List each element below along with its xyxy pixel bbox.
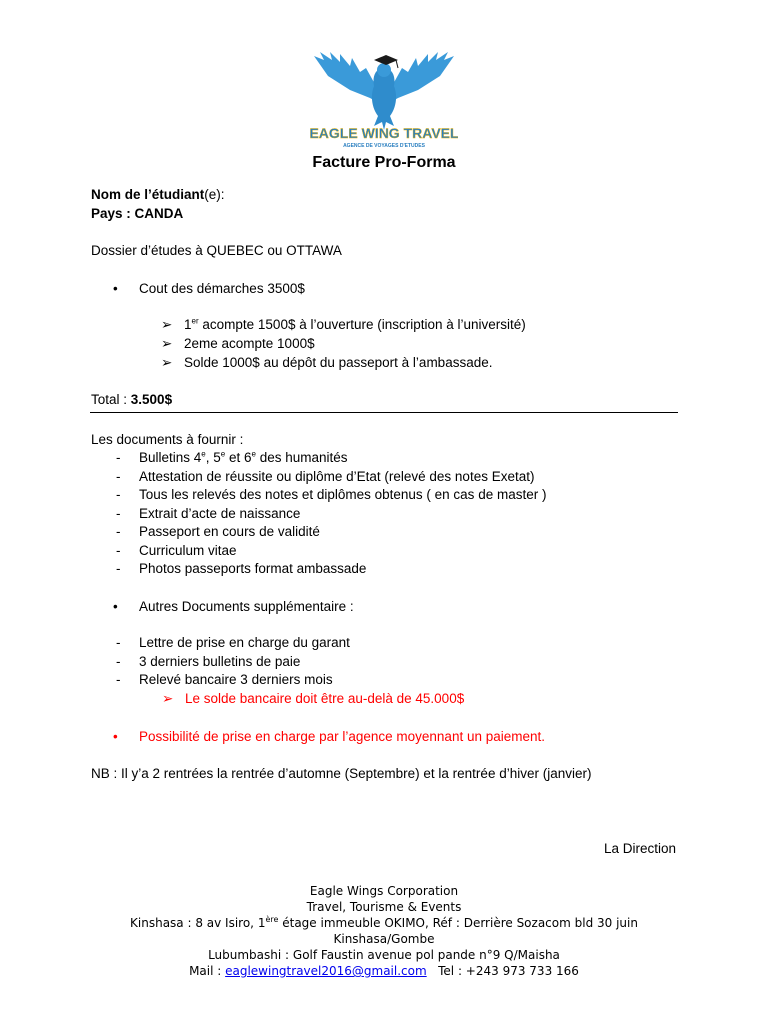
footer-kinshasa-gombe: Kinshasa/Gombe bbox=[333, 932, 435, 946]
email-link[interactable]: eaglewingtravel2016@gmail.com bbox=[225, 964, 427, 978]
footer bbox=[0, 883, 768, 979]
nb-note: NB : Il y’a 2 rentrées la rentrée d’automne (Septembre) et la rentrée d’hiver (janvier) bbox=[91, 766, 592, 781]
dash-icon: - bbox=[116, 635, 121, 650]
dash-icon: - bbox=[116, 561, 121, 576]
footer-company: Eagle Wings Corporation bbox=[309, 884, 459, 898]
dash-icon: - bbox=[116, 543, 121, 558]
arrow-icon: ➢ bbox=[161, 355, 173, 370]
document-item: Photos passeports format ambassade bbox=[139, 561, 367, 576]
possibility-note: Possibilité de prise en charge par l’agence moyennant un paiement. bbox=[139, 729, 546, 744]
cost-step-3: Solde 1000$ au dépôt du passeport à l’ambassade. bbox=[184, 355, 493, 370]
bulletins-b: , 5 bbox=[205, 450, 221, 465]
student-name-label bbox=[91, 187, 225, 202]
footer-mail-label: Mail : bbox=[189, 964, 226, 978]
document-item: Extrait d’acte de naissance bbox=[139, 506, 301, 521]
dash-icon: - bbox=[116, 469, 121, 484]
footer-tel: Tel : +243 973 733 166 bbox=[438, 964, 579, 978]
arrow-icon: ➢ bbox=[161, 336, 173, 351]
extra-item: Relevé bancaire 3 derniers mois bbox=[139, 672, 333, 687]
footer-kinshasa-a: Kinshasa : 8 av Isiro, 1 bbox=[130, 916, 266, 930]
footer-contact bbox=[0, 963, 768, 979]
cost-step-1-pre: 1 bbox=[184, 317, 192, 332]
total-label: Total : bbox=[91, 392, 131, 407]
extra-item: 3 derniers bulletins de paie bbox=[139, 654, 301, 669]
cost-step-1 bbox=[184, 317, 526, 332]
dash-icon: - bbox=[116, 506, 121, 521]
dash-icon: - bbox=[116, 654, 121, 669]
document-item: Passeport en cours de validité bbox=[139, 524, 320, 539]
total-line bbox=[91, 392, 172, 407]
bulletins-c-sup: e bbox=[251, 449, 256, 459]
eagle-icon bbox=[310, 46, 458, 154]
footer-kinshasa-sup: ère bbox=[265, 915, 279, 924]
arrow-icon: ➢ bbox=[161, 317, 173, 332]
bank-note: Le solde bancaire doit être au-delà de 45.000$ bbox=[185, 691, 465, 706]
document-item-bulletins bbox=[139, 450, 348, 465]
dash-icon: - bbox=[116, 450, 121, 465]
cost-main: Cout des démarches 3500$ bbox=[139, 281, 305, 296]
bullet-dot-icon: • bbox=[113, 599, 118, 614]
country-line: Pays : CANDA bbox=[91, 206, 184, 221]
dossier-line: Dossier d’études à QUEBEC ou OTTAWA bbox=[91, 243, 342, 258]
eagle-wing-travel-logo bbox=[310, 46, 458, 154]
signature: La Direction bbox=[603, 841, 676, 856]
cost-step-1-post: acompte 1500$ à l’ouverture (inscription à l’université) bbox=[198, 317, 526, 332]
extra-heading: Autres Documents supplémentaire : bbox=[139, 599, 354, 614]
dash-icon: - bbox=[116, 672, 121, 687]
total-value: 3.500$ bbox=[130, 392, 173, 407]
page-title: Facture Pro-Forma bbox=[312, 154, 456, 171]
bullet-dot-icon: • bbox=[113, 729, 118, 744]
divider bbox=[90, 412, 678, 413]
student-name-label-rest: (e): bbox=[204, 187, 225, 202]
bulletins-b-sup: e bbox=[220, 449, 226, 459]
logo-brand-text: EAGLE WING TRAVEL bbox=[310, 125, 458, 141]
arrow-icon: ➢ bbox=[162, 691, 174, 706]
student-name-label-bold: Nom de l’étudiant bbox=[91, 187, 205, 202]
bulletins-c: et 6 bbox=[225, 450, 252, 465]
footer-lubumbashi: Lubumbashi : Golf Faustin avenue pol pande n°9 Q/Maisha bbox=[208, 948, 560, 962]
documents-heading: Les documents à fournir : bbox=[91, 432, 244, 447]
logo-tagline-text: AGENCE DE VOYAGES D'ETUDES bbox=[343, 143, 425, 149]
cost-step-1-sup: er bbox=[191, 316, 199, 326]
bulletins-d: des humanités bbox=[255, 450, 348, 465]
footer-kinshasa bbox=[0, 915, 768, 931]
dash-icon: - bbox=[116, 524, 121, 539]
bulletins-a-sup: e bbox=[201, 449, 206, 459]
document-item: Attestation de réussite ou diplôme d’Etat (relevé des notes Exetat) bbox=[139, 469, 535, 484]
bullet-dot-icon: • bbox=[113, 281, 118, 296]
extra-item: Lettre de prise en charge du garant bbox=[139, 635, 350, 650]
footer-services: Travel, Tourisme & Events bbox=[306, 900, 462, 914]
footer-kinshasa-b: étage immeuble OKIMO, Réf : Derrière Sozacom bld 30 juin bbox=[278, 916, 638, 930]
cost-step-2: 2eme acompte 1000$ bbox=[184, 336, 315, 351]
document-item: Curriculum vitae bbox=[139, 543, 237, 558]
cost-bullet bbox=[113, 281, 118, 296]
bulletins-a: Bulletins 4 bbox=[139, 450, 202, 465]
document-item: Tous les relevés des notes et diplômes obtenus ( en cas de master ) bbox=[139, 487, 547, 502]
dash-icon: - bbox=[116, 487, 121, 502]
